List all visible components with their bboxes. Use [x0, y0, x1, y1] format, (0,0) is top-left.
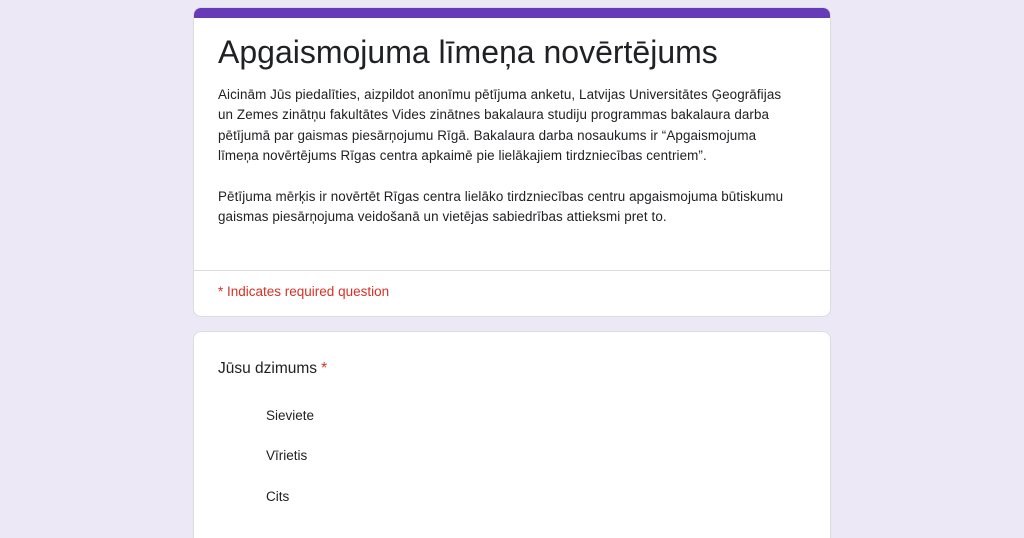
form-header-card	[193, 7, 831, 317]
question-title-text: Jūsu dzimums	[218, 360, 318, 377]
radio-option-label: Cits	[266, 489, 290, 504]
form-title: Apgaismojuma līmeņa novērtējums	[218, 34, 718, 70]
question-title	[218, 358, 327, 380]
form-description-paragraph: Aicinām Jūs piedalīties, aizpildot anonīmu pētījuma anketu, Latvijas Universitātes Ģeogrāfijas un Zemes zinātņu fakultātes Vides zinātnes bakalaura studiju programmas bakalaura darba pētījumā par gaismas piesārņojumu Rīgā. Bakalaura darba nosaukums ir “Apgaismojuma līmeņa novērtējums Rīgas centra apkaimē pie lielākajiem tirdzniecības centriem”.	[218, 87, 782, 164]
form-description-paragraph: Pētījuma mērķis ir novērtēt Rīgas centra lielāko tirdzniecības centru apgaismojuma būtiskumu gaismas piesārņojuma veidošanā un vietējas sabiedrības attieksmi pret to.	[218, 188, 784, 225]
radio-option-label: Vīrietis	[266, 448, 308, 463]
radio-button[interactable]	[242, 408, 258, 424]
required-question-note: * Indicates required question	[218, 284, 390, 299]
required-asterisk: *	[321, 360, 328, 377]
radio-option-virietis[interactable]	[242, 444, 307, 468]
radio-option-cits[interactable]	[242, 485, 289, 509]
form-description	[218, 85, 798, 227]
radio-option-label: Sieviete	[266, 408, 315, 423]
question-card	[193, 331, 831, 538]
radio-option-sieviete[interactable]	[242, 404, 314, 428]
radio-button[interactable]	[242, 489, 258, 505]
theme-accent-bar	[194, 8, 830, 18]
radio-button[interactable]	[242, 448, 258, 464]
header-divider	[194, 270, 830, 271]
